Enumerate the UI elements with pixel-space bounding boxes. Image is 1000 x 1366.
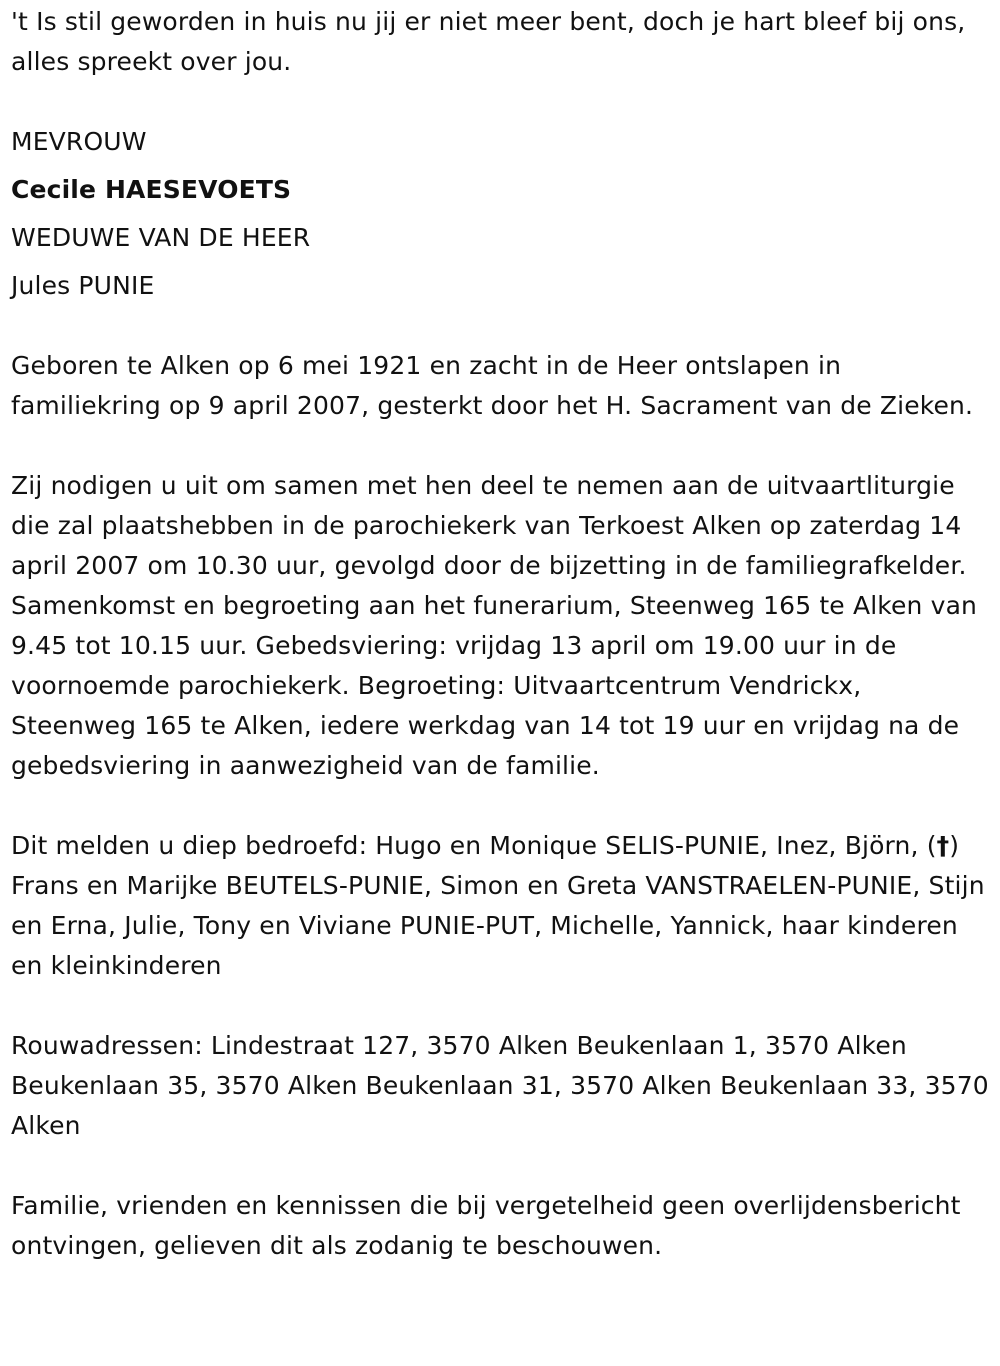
family-text — [11, 826, 990, 986]
cross-icon: † — [936, 831, 950, 860]
spacer — [11, 306, 990, 346]
family-text-part1: Dit melden u diep bedroefd: Hugo en Monique SELIS-PUNIE, Inez, Björn, ( — [11, 831, 937, 860]
spacer — [11, 426, 990, 466]
spacer — [11, 786, 990, 826]
birth-death-text: Geboren te Alken op 6 mei 1921 en zacht in de Heer ontslapen in familiekring op 9 april 2007, gesterkt door het H. Sacrament van de Zieken. — [11, 351, 974, 420]
spacer — [11, 986, 990, 1026]
name-block — [11, 118, 990, 310]
spacer — [11, 1146, 990, 1186]
motto-text: 't Is stil geworden in huis nu jij er niet meer bent, doch je hart bleef bij ons, alles spreekt over jou. — [11, 7, 966, 76]
funeral-info-text: Zij nodigen u uit om samen met hen deel te nemen aan de uitvaartliturgie die zal plaatshebben in de parochiekerk van Terkoest Alken op zaterdag 14 april 2007 om 10.30 uur, gevolgd door de bijzetting in de familiegrafkelder. Samenkomst en begroeting aan het funerarium, Steenweg 165 te Alken van 9.45 tot 10.15 uur. Gebedsviering: vrijdag 13 april om 19.00 uur in de voornoemde parochiekerk. Begroeting: Uitvaartcentrum Vendrickx, Steenweg 165 te Alken, iedere werkdag van 14 tot 19 uur en vrijdag na de gebedsviering in aanwezigheid van de familie. — [11, 471, 978, 780]
family-text-part2: ) Frans en Marijke BEUTELS-PUNIE, Simon en Greta VANSTRAELEN-PUNIE, Stijn en Erna, Julie, Tony en Viviane PUNIE-PUT, Michelle, Yannick, haar kinderen en kleinkinderen — [11, 831, 985, 980]
deceased-name: Cecile HAESEVOETS — [11, 175, 292, 204]
addresses-text: Rouwadressen: Lindestraat 127, 3570 Alken Beukenlaan 1, 3570 Alken Beukenlaan 35, 3570 Alken Beukenlaan 31, 3570 Alken Beukenlaan 33, 3570 Alken — [11, 1031, 989, 1140]
spouse-name: Jules PUNIE — [11, 271, 155, 300]
spacer — [11, 82, 990, 122]
relation-text: WEDUWE VAN DE HEER — [11, 223, 311, 252]
closing-text: Familie, vrienden en kennissen die bij vergetelheid geen overlijdensbericht ontvingen, gelieven dit als zodanig te beschouwen. — [11, 1191, 961, 1260]
title-prefix: MEVROUW — [11, 127, 147, 156]
